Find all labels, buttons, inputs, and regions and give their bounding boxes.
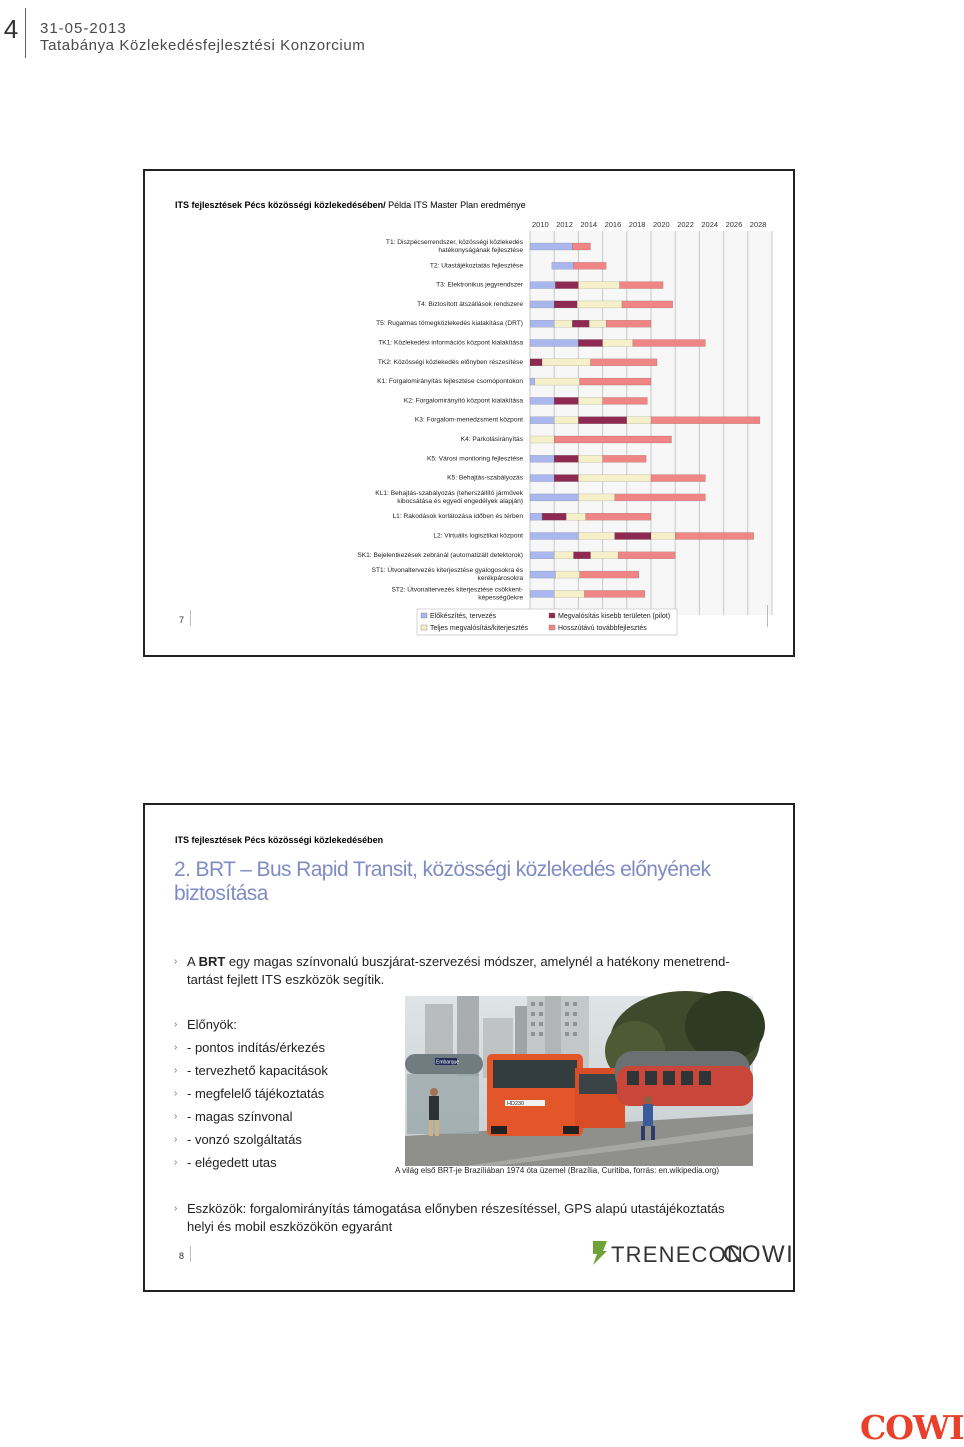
cowi-logo-small (723, 1237, 795, 1268)
bullet-marker: › (174, 1088, 178, 1099)
task-label: képességűekre (478, 594, 523, 602)
task-label: K2: Forgalomirányító központ kialakítása (403, 397, 523, 405)
task-bar (578, 533, 614, 540)
task-label: K4: Parkolásirányítás (460, 436, 523, 443)
task-bar (552, 262, 574, 269)
task-bar (555, 282, 578, 289)
advantage-item (174, 1062, 328, 1080)
task-bar (603, 340, 633, 347)
legend-label: Hosszútávú továbbfejlesztés (558, 625, 647, 632)
task-bar (554, 436, 671, 443)
bus-sign-text: HD230 (507, 1101, 525, 1107)
bullet-marker: › (174, 1042, 178, 1053)
year-label: 2018 (628, 220, 646, 229)
advantage-item (174, 1039, 326, 1057)
task-bar (591, 359, 658, 366)
task-label: T4: Biztosított átszállások rendszere (417, 300, 523, 308)
task-bar (618, 552, 675, 559)
year-label: 2022 (677, 220, 694, 229)
tools-text: Eszközök: forgalomirányítás támogatása előnyben részesítéssel, GPS alapú utastájékoztatás helyi és mobil eszközökön egyaránt (187, 1201, 725, 1234)
task-bar (530, 340, 578, 347)
task-bar (530, 378, 535, 385)
legend-label: Megvalósítás kisebb területen (pilot) (558, 613, 671, 620)
bullet-marker: › (174, 1203, 178, 1214)
task-bar (578, 417, 626, 424)
brt-photo (405, 996, 753, 1166)
header-organization: Tatabánya Közlekedésfejlesztési Konzorcium (40, 37, 366, 54)
task-bar (615, 494, 706, 501)
header-date: 31-05-2013 (40, 20, 127, 37)
slide-header (175, 200, 526, 210)
bullet-marker: › (174, 1134, 178, 1145)
task-bar (530, 282, 555, 289)
task-bar (633, 340, 706, 347)
slide-7 (143, 169, 795, 657)
legend-label: Teljes megvalósítás/kiterjesztés (430, 625, 529, 632)
task-bar (572, 320, 589, 327)
legend-swatch (549, 625, 555, 630)
task-bar (627, 417, 651, 424)
task-label: KL1: Behajtás-szabályozás (teherszállító járművek (375, 489, 523, 497)
task-bar (542, 513, 566, 520)
task-label: K5: Behajtás-szabályozás (447, 474, 523, 482)
task-bar (530, 475, 554, 482)
intro-text: egy magas színvonalú buszjárat-szervezési módszer, amelynél a hatékony menetrend-tartást fejlett ITS eszközök segítik. (187, 954, 730, 987)
task-bar (554, 320, 572, 327)
task-bar (554, 590, 584, 597)
slide-8 (143, 803, 795, 1292)
task-bar (530, 436, 554, 443)
year-label: 2014 (580, 220, 598, 229)
task-bar (530, 494, 578, 501)
advantage-text: - magas színvonal (187, 1109, 293, 1124)
legend-label: Előkészítés, tervezés (430, 613, 497, 620)
advantage-text: - vonzó szolgáltatás (187, 1132, 302, 1147)
task-label: kibocsátása és egyedi engedélyek alapján) (397, 497, 523, 505)
task-bar (530, 243, 572, 250)
advantage-text: - megfelelő tájékoztatás (187, 1086, 325, 1101)
task-label: T5: Rugalmas tömegközlekedés kialakítása (DRT) (376, 320, 523, 328)
tools-bullet (174, 1200, 747, 1236)
task-bar (530, 533, 578, 540)
task-label: ST1: Útvonaltervezés kiterjesztése gyalogosokra és (371, 567, 523, 575)
task-bar (578, 475, 651, 482)
task-bar (535, 378, 580, 385)
year-label: 2024 (701, 220, 719, 229)
task-bar (577, 301, 622, 308)
task-bar (554, 417, 578, 424)
legend-swatch (549, 613, 555, 618)
intro-bold: BRT (198, 954, 226, 969)
task-bar (530, 301, 554, 308)
task-bar (530, 320, 554, 327)
task-bar (578, 494, 614, 501)
task-bar (606, 320, 651, 327)
task-label: TK1: Közlekedési információs központ kialakítása (378, 339, 523, 347)
task-label: L2: Virtuális logisztikai központ (433, 532, 523, 540)
slide-header-bold: ITS fejlesztések Pécs közösségi közlekedésében/ (175, 200, 386, 210)
slide-header: ITS fejlesztések Pécs közösségi közlekedésében (175, 835, 384, 845)
task-label: T2: Utastájékoztatás fejlesztése (429, 262, 523, 270)
task-label: T3: Elektronikus jegyrendszer (436, 281, 523, 289)
bullet-marker: › (174, 1065, 178, 1076)
slide-number: 7 (179, 615, 185, 625)
year-label: 2028 (749, 220, 767, 229)
task-bar (530, 571, 555, 578)
legend-swatch (421, 625, 427, 630)
task-bar (651, 475, 705, 482)
advantage-text: Előnyök: (187, 1017, 237, 1032)
cowi-logo-small-text: COWI (723, 1241, 795, 1268)
advantage-text: - elégedett utas (187, 1155, 277, 1170)
task-bar (530, 417, 554, 424)
task-label: SK1: Bejelentkezések zebránál (automatizált detektorok) (357, 551, 523, 559)
task-bar (555, 571, 579, 578)
task-bar (578, 455, 602, 462)
advantage-text: - pontos indítás/érkezés (187, 1040, 326, 1055)
legend-swatch (421, 613, 427, 618)
task-bar (620, 282, 664, 289)
task-label: ST2: Útvonaltervezés kiterjesztése csökkent- (391, 586, 523, 594)
task-bar (530, 455, 554, 462)
brt-photo-illustration (405, 996, 753, 1166)
gantt-svg (325, 217, 765, 642)
bullet-marker: › (174, 1019, 178, 1030)
advantage-item (174, 1085, 325, 1103)
task-bar (603, 397, 648, 404)
task-bar (574, 262, 607, 269)
trenecon-logo (591, 1237, 745, 1267)
advantage-item (174, 1016, 237, 1034)
year-label: 2012 (556, 220, 573, 229)
task-label: hatékonyságának fejlesztése (438, 247, 523, 254)
task-bar (651, 533, 675, 540)
task-bar (566, 513, 585, 520)
task-bar (554, 552, 573, 559)
slide-header-normal: Példa ITS Master Plan eredménye (385, 200, 526, 210)
header-divider (25, 8, 26, 58)
bullet-marker: › (174, 1111, 178, 1122)
task-bar (589, 320, 606, 327)
year-label: 2026 (725, 220, 743, 229)
page-header (0, 0, 960, 70)
task-bar (578, 340, 602, 347)
task-bar (675, 533, 754, 540)
task-label: L1: Rakodások korlátozása időben és térben (392, 513, 523, 521)
task-bar (530, 590, 554, 597)
advantage-text: - tervezhető kapacitások (187, 1063, 328, 1078)
task-label: kerékpárosokra (477, 575, 523, 583)
its-gantt-chart (325, 217, 765, 642)
task-label: K1: Forgalomirányítás fejlesztése csomópontokon (377, 378, 523, 386)
page-number: 4 (3, 14, 19, 44)
slide-number: 8 (179, 1251, 185, 1261)
intro-bullet (174, 953, 747, 989)
station-sign-text: Embarque (436, 1059, 460, 1066)
task-bar (603, 455, 647, 462)
trenecon-logo-text: TRENECON (611, 1242, 745, 1267)
advantage-item (174, 1108, 293, 1126)
task-bar (554, 397, 578, 404)
task-bar (580, 378, 651, 385)
task-bar (530, 513, 542, 520)
task-label: TK2: Közösségi közlekedés előnyben részesítése (377, 358, 523, 366)
task-bar (542, 359, 590, 366)
task-bar (615, 533, 651, 540)
intro-prefix: A (187, 954, 199, 969)
task-bar (572, 243, 590, 250)
task-bar (554, 455, 578, 462)
task-bar (578, 282, 619, 289)
task-bar (580, 571, 639, 578)
photo-caption: A világ első BRT-je Brazíliában 1974 óta üzemel (Brazília, Curitiba, forrás: en.wikipedia.org) (395, 1166, 720, 1175)
task-bar (591, 552, 619, 559)
task-bar (530, 552, 554, 559)
slide-number-divider (190, 610, 191, 626)
year-label: 2010 (532, 220, 549, 229)
task-bar (530, 359, 542, 366)
bullet-marker: › (174, 956, 178, 967)
task-label: K5: Városi monitoring fejlesztése (426, 455, 523, 463)
task-bar (578, 397, 602, 404)
slide-number-divider (190, 1246, 191, 1262)
slide-right-divider (767, 605, 768, 627)
advantage-item (174, 1131, 302, 1149)
year-label: 2020 (653, 220, 670, 229)
task-bar (554, 475, 578, 482)
cowi-footer-logo: COWI (860, 1408, 964, 1447)
year-label: 2016 (604, 220, 622, 229)
task-bar (574, 552, 591, 559)
task-bar (554, 301, 577, 308)
task-bar (651, 417, 760, 424)
task-label: K3: Forgalom-menedzsment központ (414, 416, 523, 424)
advantage-item (174, 1154, 277, 1172)
task-bar (586, 513, 651, 520)
task-label: T1: Diszpécserrendszer, közösségi közlekedés (385, 239, 523, 246)
task-bar (530, 397, 554, 404)
slide-title: 2. BRT – Bus Rapid Transit, közösségi közlekedés előnyének biztosítása (174, 858, 711, 905)
task-bar (622, 301, 673, 308)
task-bar (584, 590, 645, 597)
bullet-marker: › (174, 1157, 178, 1168)
